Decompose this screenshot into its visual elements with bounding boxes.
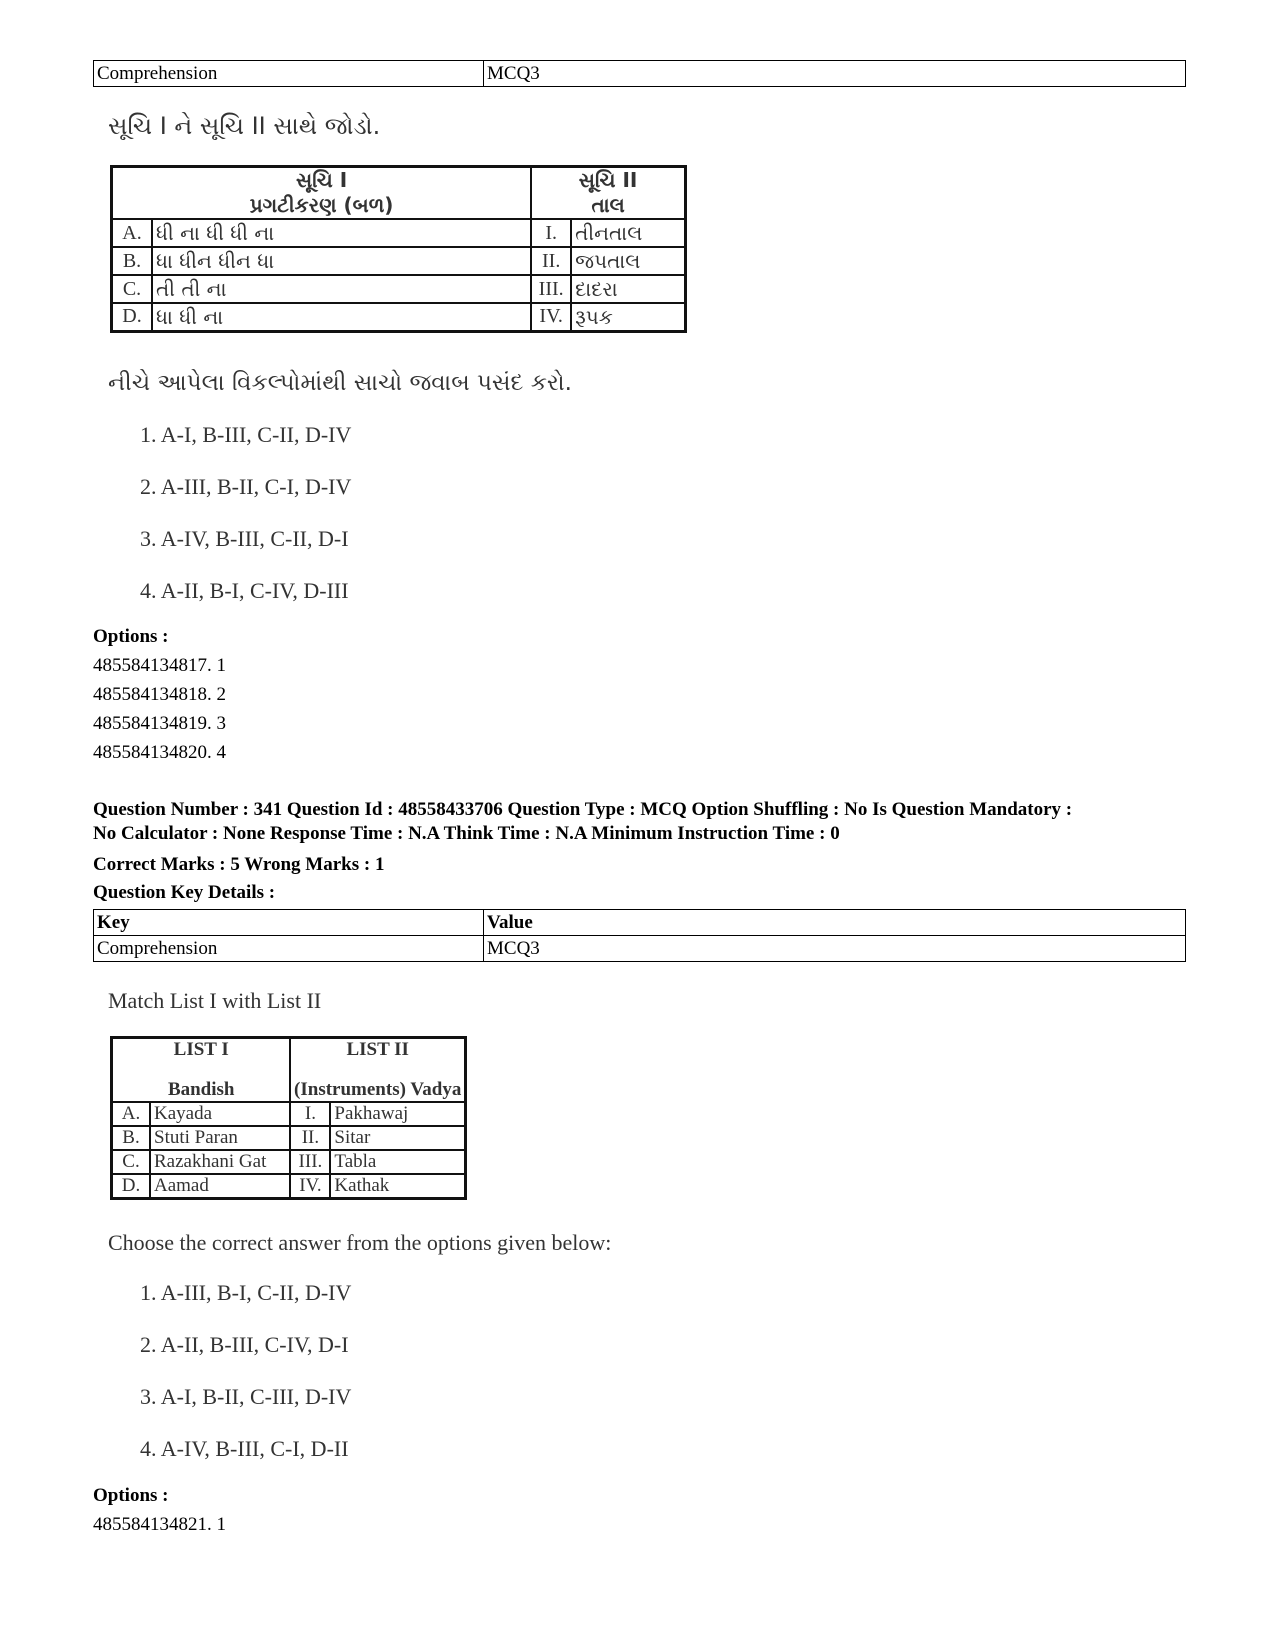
options-label: Options : bbox=[93, 1485, 169, 1506]
value-cell: MCQ3 bbox=[484, 61, 1186, 87]
list1-value: Razakhani Gat bbox=[150, 1150, 290, 1174]
list2-subtitle: તાલ bbox=[591, 193, 625, 217]
table-row bbox=[94, 61, 1186, 87]
question-key-table-top bbox=[93, 60, 1186, 87]
row-label: IV. bbox=[290, 1174, 330, 1199]
question-meta-line: No Calculator : None Response Time : N.A Think Time : N.A Minimum Instruction Time : 0 bbox=[93, 823, 840, 844]
list2-value: Pakhawaj bbox=[330, 1102, 465, 1126]
list1-header bbox=[112, 1038, 291, 1103]
option-item: 485584134818. 2 bbox=[93, 684, 226, 705]
list2-title: સૂચિ II bbox=[578, 168, 638, 192]
list1-value: Stuti Paran bbox=[150, 1126, 290, 1150]
table-row bbox=[112, 1150, 466, 1174]
table-row bbox=[112, 275, 686, 303]
list2-subtitle: (Instruments) Vadya bbox=[294, 1079, 462, 1100]
list2-value: Tabla bbox=[330, 1150, 465, 1174]
list2-value: જપતાલ bbox=[571, 247, 685, 275]
row-label: I. bbox=[531, 219, 571, 247]
list2-value: Sitar bbox=[330, 1126, 465, 1150]
match-table-english bbox=[110, 1036, 467, 1200]
match-table-gujarati bbox=[110, 165, 687, 333]
options-block bbox=[93, 622, 226, 767]
answer-choice: 3. A-I, B-II, C-III, D-IV bbox=[140, 1384, 352, 1409]
row-label: II. bbox=[290, 1126, 330, 1150]
list2-header bbox=[531, 167, 685, 220]
option-item: 485584134821. 1 bbox=[93, 1514, 226, 1535]
question-prompt: સૂચિ I ને સૂચિ II સાથે જોડો. bbox=[108, 112, 381, 140]
list2-value: રૂપક bbox=[571, 303, 685, 331]
answer-choice: 2. A-II, B-III, C-IV, D-I bbox=[140, 1332, 349, 1357]
table-header-row bbox=[112, 1038, 466, 1103]
row-label: III. bbox=[290, 1150, 330, 1174]
answer-choice: 1. A-III, B-I, C-II, D-IV bbox=[140, 1280, 352, 1305]
row-label: B. bbox=[112, 1126, 151, 1150]
answer-choice: 2. A-III, B-II, C-I, D-IV bbox=[140, 474, 352, 499]
list1-subtitle: Bandish bbox=[167, 1079, 235, 1100]
question-key-table bbox=[93, 909, 1186, 962]
table-row bbox=[94, 936, 1186, 962]
row-label: A. bbox=[112, 219, 153, 247]
option-item: 485584134820. 4 bbox=[93, 742, 226, 763]
row-label: I. bbox=[290, 1102, 330, 1126]
option-item: 485584134819. 3 bbox=[93, 713, 226, 734]
list1-value: તી તી ના bbox=[152, 275, 531, 303]
key-header: Key bbox=[94, 910, 484, 936]
list1-value: Kayada bbox=[150, 1102, 290, 1126]
table-row bbox=[112, 1174, 466, 1199]
table-header-row bbox=[112, 167, 686, 220]
key-details-label: Question Key Details : bbox=[93, 882, 276, 903]
answer-choice: 4. A-II, B-I, C-IV, D-III bbox=[140, 578, 349, 603]
row-label: C. bbox=[112, 1150, 151, 1174]
question-meta-line: Question Number : 341 Question Id : 48558433706 Question Type : MCQ Option Shuffling : No Is Question Mandatory : bbox=[93, 799, 1073, 820]
value-cell: MCQ3 bbox=[484, 936, 1186, 962]
table-row bbox=[112, 1102, 466, 1126]
row-label: IV. bbox=[531, 303, 571, 331]
table-header-row bbox=[94, 910, 1186, 936]
list1-header bbox=[112, 167, 532, 220]
question-instruction: નીચે આપેલા વિકલ્પોમાંથી સાચો જવાબ પસંદ કરો. bbox=[108, 370, 572, 396]
row-label: B. bbox=[112, 247, 153, 275]
list2-header bbox=[290, 1038, 465, 1103]
list2-title: LIST II bbox=[346, 1039, 409, 1060]
list1-title: સૂચિ I bbox=[296, 168, 348, 192]
list1-value: Aamad bbox=[150, 1174, 290, 1199]
answer-choice: 3. A-IV, B-III, C-II, D-I bbox=[140, 526, 349, 551]
row-label: D. bbox=[112, 1174, 151, 1199]
question-prompt: Match List I with List II bbox=[108, 988, 322, 1013]
question-instruction: Choose the correct answer from the options given below: bbox=[108, 1230, 612, 1255]
table-row bbox=[112, 219, 686, 247]
answer-choice: 4. A-IV, B-III, C-I, D-II bbox=[140, 1436, 349, 1461]
value-header: Value bbox=[484, 910, 1186, 936]
list1-value: ધા ધીન ધીન ધા bbox=[152, 247, 531, 275]
row-label: C. bbox=[112, 275, 153, 303]
list2-value: દાદરા bbox=[571, 275, 685, 303]
list2-value: તીનતાલ bbox=[571, 219, 685, 247]
table-row bbox=[112, 247, 686, 275]
options-label: Options : bbox=[93, 626, 169, 647]
row-label: D. bbox=[112, 303, 153, 331]
table-row bbox=[112, 303, 686, 331]
row-label: II. bbox=[531, 247, 571, 275]
option-item: 485584134817. 1 bbox=[93, 655, 226, 676]
row-label: A. bbox=[112, 1102, 151, 1126]
list2-value: Kathak bbox=[330, 1174, 465, 1199]
question-meta bbox=[93, 798, 1193, 846]
list1-subtitle: પ્રગટીકરણ (બળ) bbox=[249, 193, 394, 217]
table-row bbox=[112, 1126, 466, 1150]
row-label: III. bbox=[531, 275, 571, 303]
answer-choice: 1. A-I, B-III, C-II, D-IV bbox=[140, 422, 352, 447]
key-cell: Comprehension bbox=[94, 936, 484, 962]
list1-value: ધી ના ધી ધી ના bbox=[152, 219, 531, 247]
list1-title: LIST I bbox=[173, 1039, 229, 1060]
key-cell: Comprehension bbox=[94, 61, 484, 87]
list1-value: ધા ધી ના bbox=[152, 303, 531, 331]
options-block bbox=[93, 1481, 226, 1539]
marks-line: Correct Marks : 5 Wrong Marks : 1 bbox=[93, 854, 385, 875]
